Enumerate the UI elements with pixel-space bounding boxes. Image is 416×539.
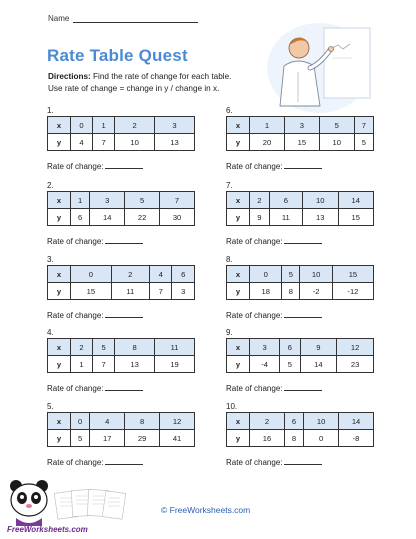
rate-label: Rate of change: — [226, 162, 283, 171]
name-line — [73, 14, 198, 23]
x-label: x — [48, 117, 71, 134]
directions — [48, 71, 278, 95]
problem-number: 2. — [47, 181, 54, 190]
answer-line[interactable] — [284, 457, 322, 465]
problem-number: 7. — [226, 181, 233, 190]
problem-number: 1. — [47, 106, 54, 115]
rate-answer-9 — [226, 383, 322, 393]
problem-number: 9. — [226, 328, 233, 337]
x-cell: 5 — [93, 339, 115, 356]
x-cell: 0 — [71, 413, 90, 430]
x-cell: 6 — [280, 339, 300, 356]
x-label: x — [227, 117, 250, 134]
problem-8 — [226, 255, 376, 300]
logo-text: FreeWorksheets.com — [7, 525, 88, 534]
rate-answer-7 — [226, 236, 322, 246]
rate-table — [47, 265, 195, 300]
y-cell: 11 — [111, 283, 149, 300]
x-cell: 14 — [339, 413, 374, 430]
x-cell: 3 — [155, 117, 195, 134]
x-cell: 10 — [303, 192, 338, 209]
y-cell: 11 — [269, 209, 302, 226]
x-cell: 1 — [250, 117, 285, 134]
y-cell: 3 — [172, 283, 195, 300]
problem-2 — [47, 181, 197, 226]
x-cell: 12 — [160, 413, 195, 430]
y-label: y — [48, 356, 71, 373]
problem-5 — [47, 402, 197, 447]
rate-label: Rate of change: — [47, 458, 104, 467]
y-label: y — [227, 283, 250, 300]
y-cell: 4 — [71, 134, 93, 151]
x-cell: 0 — [71, 266, 112, 283]
rate-table — [226, 191, 374, 226]
x-cell: 4 — [90, 413, 125, 430]
rate-answer-3 — [47, 310, 143, 320]
footer-link[interactable]: © FreeWorksheets.com — [161, 505, 251, 515]
x-cell: 9 — [300, 339, 337, 356]
rate-label: Rate of change: — [226, 384, 283, 393]
answer-line[interactable] — [284, 383, 322, 391]
y-cell: 16 — [250, 430, 285, 447]
x-cell: 8 — [125, 413, 160, 430]
rate-answer-8 — [226, 310, 322, 320]
rate-answer-4 — [47, 383, 143, 393]
formula-text: Use rate of change = change in y / change in x. — [48, 84, 220, 93]
rate-answer-6 — [226, 161, 322, 171]
x-label: x — [227, 413, 250, 430]
x-cell: 2 — [250, 413, 285, 430]
x-label: x — [48, 266, 71, 283]
y-cell: 5 — [354, 134, 373, 151]
rate-label: Rate of change: — [47, 162, 104, 171]
worksheet-title: Rate Table Quest — [47, 46, 188, 65]
answer-line[interactable] — [284, 236, 322, 244]
y-cell: 8 — [284, 430, 303, 447]
directions-label: Directions: — [48, 72, 91, 81]
y-cell: 18 — [250, 283, 282, 300]
x-cell: 5 — [282, 266, 300, 283]
x-cell: 3 — [90, 192, 125, 209]
problem-4 — [47, 328, 197, 373]
x-cell: 4 — [149, 266, 172, 283]
rate-label: Rate of change: — [226, 237, 283, 246]
rate-label: Rate of change: — [226, 458, 283, 467]
y-label: y — [227, 356, 250, 373]
x-cell: 15 — [332, 266, 373, 283]
directions-text: Find the rate of change for each table. — [90, 72, 232, 81]
y-cell: 13 — [155, 134, 195, 151]
y-cell: 15 — [284, 134, 319, 151]
x-cell: 6 — [284, 413, 303, 430]
rate-table — [226, 265, 374, 300]
x-cell: 3 — [284, 117, 319, 134]
problem-number: 3. — [47, 255, 54, 264]
y-cell: 7 — [93, 134, 115, 151]
x-label: x — [48, 339, 71, 356]
rate-answer-2 — [47, 236, 143, 246]
x-cell: 6 — [269, 192, 302, 209]
x-label: x — [227, 339, 250, 356]
rate-label: Rate of change: — [226, 311, 283, 320]
answer-line[interactable] — [105, 161, 143, 169]
rate-answer-10 — [226, 457, 322, 467]
x-cell: 6 — [172, 266, 195, 283]
x-cell: 1 — [71, 192, 90, 209]
x-cell: 2 — [115, 117, 155, 134]
y-cell: -4 — [250, 356, 280, 373]
x-cell: 14 — [338, 192, 374, 209]
y-cell: -2 — [300, 283, 332, 300]
answer-line[interactable] — [105, 383, 143, 391]
rate-answer-1 — [47, 161, 143, 171]
x-cell: 10 — [300, 266, 332, 283]
rate-table — [47, 191, 195, 226]
y-cell: 30 — [160, 209, 195, 226]
rate-label: Rate of change: — [47, 237, 104, 246]
rate-table — [226, 116, 374, 151]
answer-line[interactable] — [284, 161, 322, 169]
y-cell: -8 — [339, 430, 374, 447]
problem-number: 6. — [226, 106, 233, 115]
name-label: Name — [48, 14, 70, 23]
x-cell: 8 — [115, 339, 155, 356]
x-label: x — [48, 413, 71, 430]
y-cell: 10 — [115, 134, 155, 151]
y-label: y — [227, 430, 250, 447]
name-field — [48, 14, 198, 23]
y-cell: 1 — [71, 356, 93, 373]
x-cell: 0 — [71, 117, 93, 134]
y-cell: 6 — [71, 209, 90, 226]
y-cell: 5 — [280, 356, 300, 373]
y-cell: 23 — [337, 356, 374, 373]
teacher-illustration — [266, 22, 372, 114]
y-cell: 14 — [300, 356, 337, 373]
problem-1 — [47, 106, 197, 151]
problem-7 — [226, 181, 376, 226]
y-label: y — [48, 134, 71, 151]
y-cell: 17 — [90, 430, 125, 447]
y-label: y — [48, 430, 71, 447]
x-cell: 2 — [250, 192, 270, 209]
x-label: x — [48, 192, 71, 209]
x-cell: 5 — [319, 117, 354, 134]
rate-label: Rate of change: — [47, 311, 104, 320]
rate-label: Rate of change: — [47, 384, 104, 393]
x-cell: 7 — [354, 117, 373, 134]
answer-line[interactable] — [105, 310, 143, 318]
x-label: x — [227, 266, 250, 283]
y-cell: 8 — [282, 283, 300, 300]
x-cell: 5 — [125, 192, 160, 209]
problem-6 — [226, 106, 376, 151]
y-cell: -12 — [332, 283, 373, 300]
x-cell: 2 — [111, 266, 149, 283]
x-cell: 11 — [155, 339, 195, 356]
x-cell: 3 — [250, 339, 280, 356]
answer-line[interactable] — [105, 457, 143, 465]
x-cell: 1 — [93, 117, 115, 134]
y-cell: 13 — [115, 356, 155, 373]
y-label: y — [227, 209, 250, 226]
y-cell: 13 — [303, 209, 338, 226]
y-cell: 15 — [71, 283, 112, 300]
problem-number: 10. — [226, 402, 238, 411]
problem-3 — [47, 255, 197, 300]
x-cell: 2 — [71, 339, 93, 356]
rate-answer-5 — [47, 457, 143, 467]
y-cell: 9 — [250, 209, 270, 226]
problem-10 — [226, 402, 376, 447]
rate-table — [47, 116, 195, 151]
y-cell: 0 — [304, 430, 339, 447]
y-cell: 10 — [319, 134, 354, 151]
x-cell: 12 — [337, 339, 374, 356]
y-cell: 22 — [125, 209, 160, 226]
y-cell: 20 — [250, 134, 285, 151]
rate-table — [47, 338, 195, 373]
y-label: y — [227, 134, 250, 151]
y-cell: 7 — [149, 283, 172, 300]
x-cell: 0 — [250, 266, 282, 283]
y-cell: 15 — [338, 209, 374, 226]
answer-line[interactable] — [284, 310, 322, 318]
rate-table — [47, 412, 195, 447]
y-cell: 41 — [160, 430, 195, 447]
rate-table — [226, 338, 374, 373]
problem-number: 4. — [47, 328, 54, 337]
x-label: x — [227, 192, 250, 209]
problem-9 — [226, 328, 376, 373]
problem-number: 5. — [47, 402, 54, 411]
y-cell: 5 — [71, 430, 90, 447]
problem-number: 8. — [226, 255, 233, 264]
y-cell: 14 — [90, 209, 125, 226]
x-cell: 10 — [304, 413, 339, 430]
y-cell: 19 — [155, 356, 195, 373]
y-cell: 29 — [125, 430, 160, 447]
y-label: y — [48, 209, 71, 226]
rate-table — [226, 412, 374, 447]
y-cell: 7 — [93, 356, 115, 373]
x-cell: 7 — [160, 192, 195, 209]
y-label: y — [48, 283, 71, 300]
answer-line[interactable] — [105, 236, 143, 244]
